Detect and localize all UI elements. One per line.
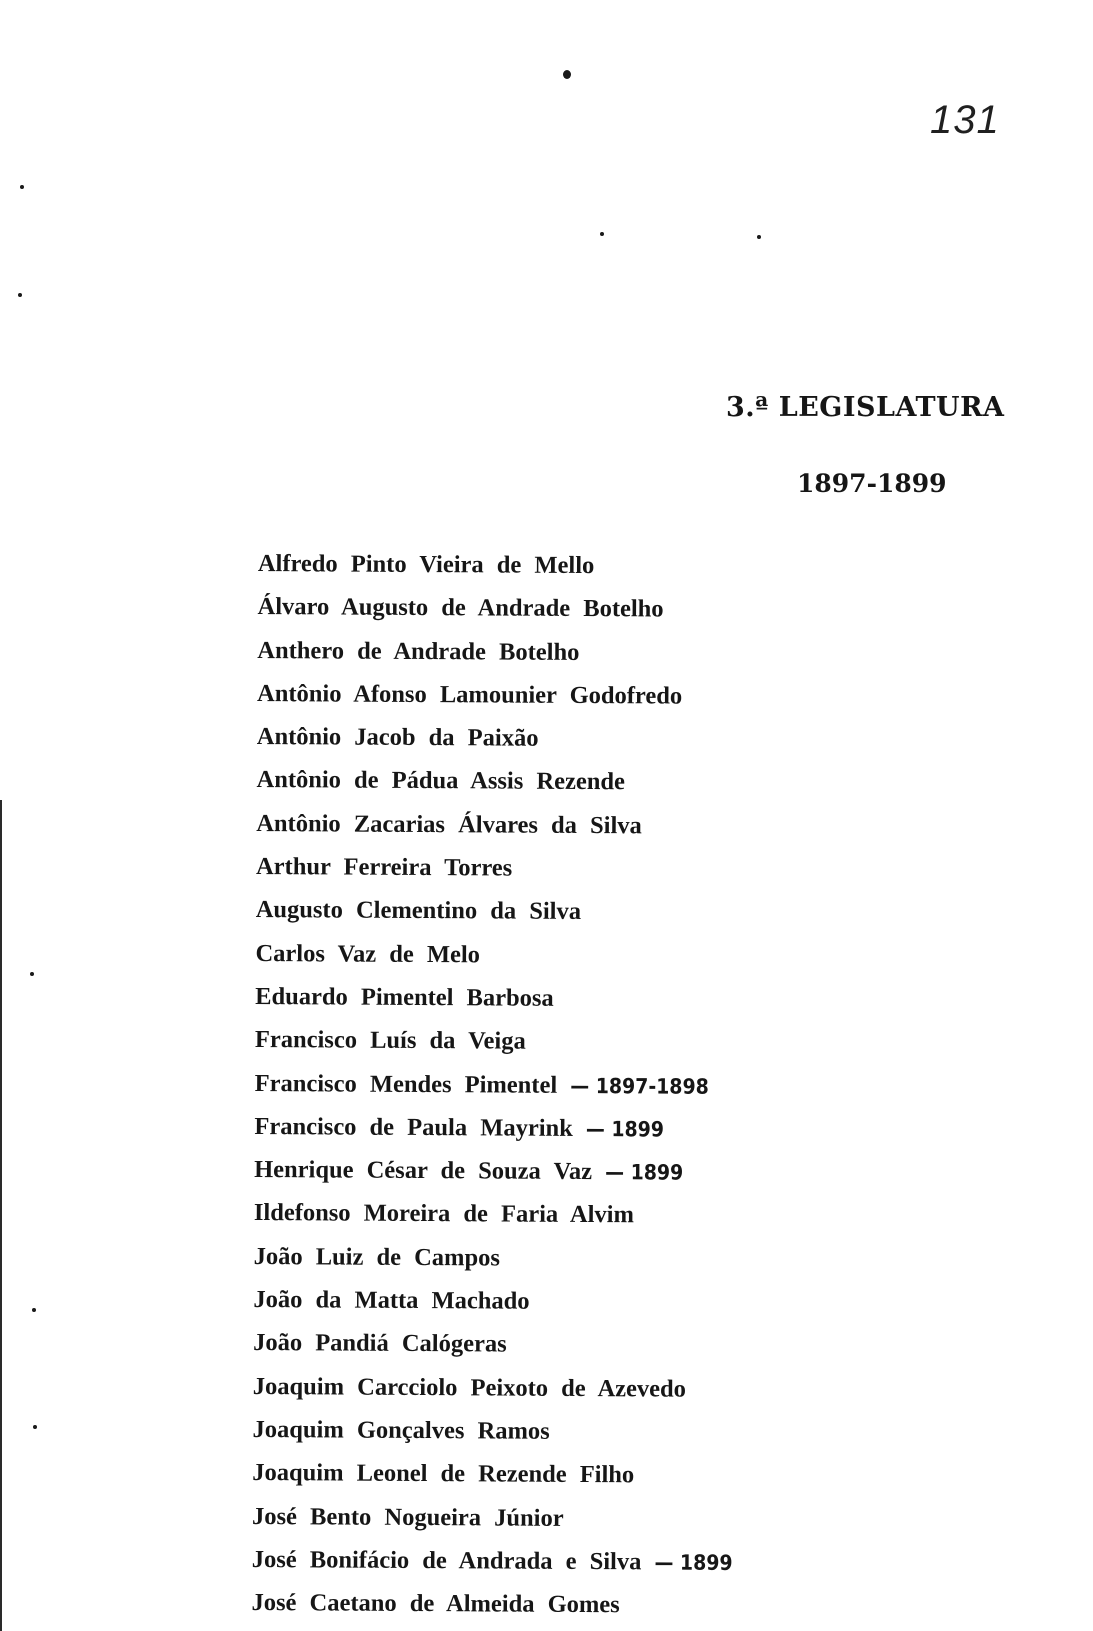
- member-entry: [257, 672, 738, 718]
- member-name: José Bento Nogueira Júnior: [251, 1502, 564, 1532]
- member-name: Eduardo Pimentel Barbosa: [255, 982, 554, 1012]
- member-entry: [256, 758, 737, 804]
- speck-mark: [30, 972, 34, 976]
- member-name: Antônio de Pádua Assis Rezende: [256, 766, 625, 796]
- member-term: — 1897-1898: [570, 1073, 709, 1099]
- page-edge-line: [0, 800, 2, 1631]
- member-name: Joaquim Leonel de Rezende Filho: [252, 1459, 635, 1489]
- member-entry: [257, 715, 738, 761]
- member-name: Joaquim Carcciolo Peixoto de Azevedo: [252, 1372, 687, 1403]
- speck-mark: [600, 232, 604, 236]
- legislature-period: 1897-1899: [797, 469, 947, 498]
- member-name: João Luiz de Campos: [253, 1242, 501, 1272]
- member-entry: [254, 1105, 735, 1151]
- member-name: Antônio Jacob da Paixão: [256, 723, 539, 752]
- member-name: Francisco Mendes Pimentel: [254, 1069, 558, 1099]
- member-entry: [256, 845, 737, 891]
- member-name: João Pandiá Calógeras: [253, 1329, 507, 1358]
- member-list: [251, 542, 738, 1627]
- member-name: José Bonifácio de Andrada e Silva: [251, 1545, 642, 1576]
- member-name: Francisco Luís da Veiga: [254, 1026, 526, 1055]
- speck-mark: [18, 293, 22, 297]
- member-entry: [256, 802, 737, 848]
- member-entry: [252, 1408, 733, 1454]
- member-entry: [255, 975, 736, 1021]
- member-name: Anthero de Andrade Botelho: [257, 636, 580, 666]
- member-name: Arthur Ferreira Torres: [255, 853, 513, 882]
- member-entry: [257, 629, 738, 675]
- member-entry: [254, 1235, 735, 1281]
- member-name: João da Matta Machado: [253, 1286, 530, 1315]
- page-number: 131: [930, 98, 1000, 142]
- member-entry: [258, 542, 739, 588]
- speck-mark: [20, 185, 24, 189]
- member-entry: [256, 888, 737, 934]
- member-entry: [252, 1495, 733, 1541]
- member-entry: [255, 932, 736, 978]
- member-entry: [251, 1581, 732, 1627]
- member-term: — 1899: [585, 1116, 665, 1142]
- member-entry: [255, 1018, 736, 1064]
- member-term: — 1899: [654, 1550, 733, 1575]
- speck-mark: [32, 1308, 36, 1312]
- member-name: José Caetano de Almeida Gomes: [251, 1589, 620, 1619]
- member-entry: [252, 1451, 733, 1497]
- member-entry: [254, 1148, 735, 1194]
- member-name: Augusto Clementino da Silva: [255, 896, 582, 926]
- member-entry: [254, 1191, 735, 1237]
- member-name: Joaquim Gonçalves Ramos: [252, 1415, 550, 1445]
- member-entry: [257, 585, 738, 631]
- speck-mark: [757, 235, 761, 239]
- member-entry: [253, 1365, 734, 1411]
- member-name: Ildefonso Moreira de Faria Alvim: [253, 1199, 635, 1229]
- member-name: Antônio Zacarias Álvares da Silva: [256, 809, 642, 840]
- member-name: Alfredo Pinto Vieira de Mello: [257, 549, 595, 580]
- member-name: Henrique César de Souza Vaz: [254, 1156, 593, 1186]
- member-term: — 1899: [605, 1160, 684, 1185]
- speck-mark: [563, 70, 571, 79]
- member-name: Antônio Afonso Lamounier Godofredo: [256, 679, 683, 710]
- member-entry: [252, 1538, 733, 1584]
- member-entry: [253, 1278, 734, 1324]
- member-name: Álvaro Augusto de Andrade Botelho: [257, 593, 664, 623]
- member-name: Francisco de Paula Mayrink: [254, 1112, 573, 1142]
- member-name: Carlos Vaz de Melo: [255, 939, 481, 969]
- member-entry: [255, 1062, 736, 1108]
- legislature-heading: 3.ª LEGISLATURA: [726, 392, 1005, 423]
- member-entry: [253, 1321, 734, 1367]
- speck-mark: [33, 1425, 37, 1429]
